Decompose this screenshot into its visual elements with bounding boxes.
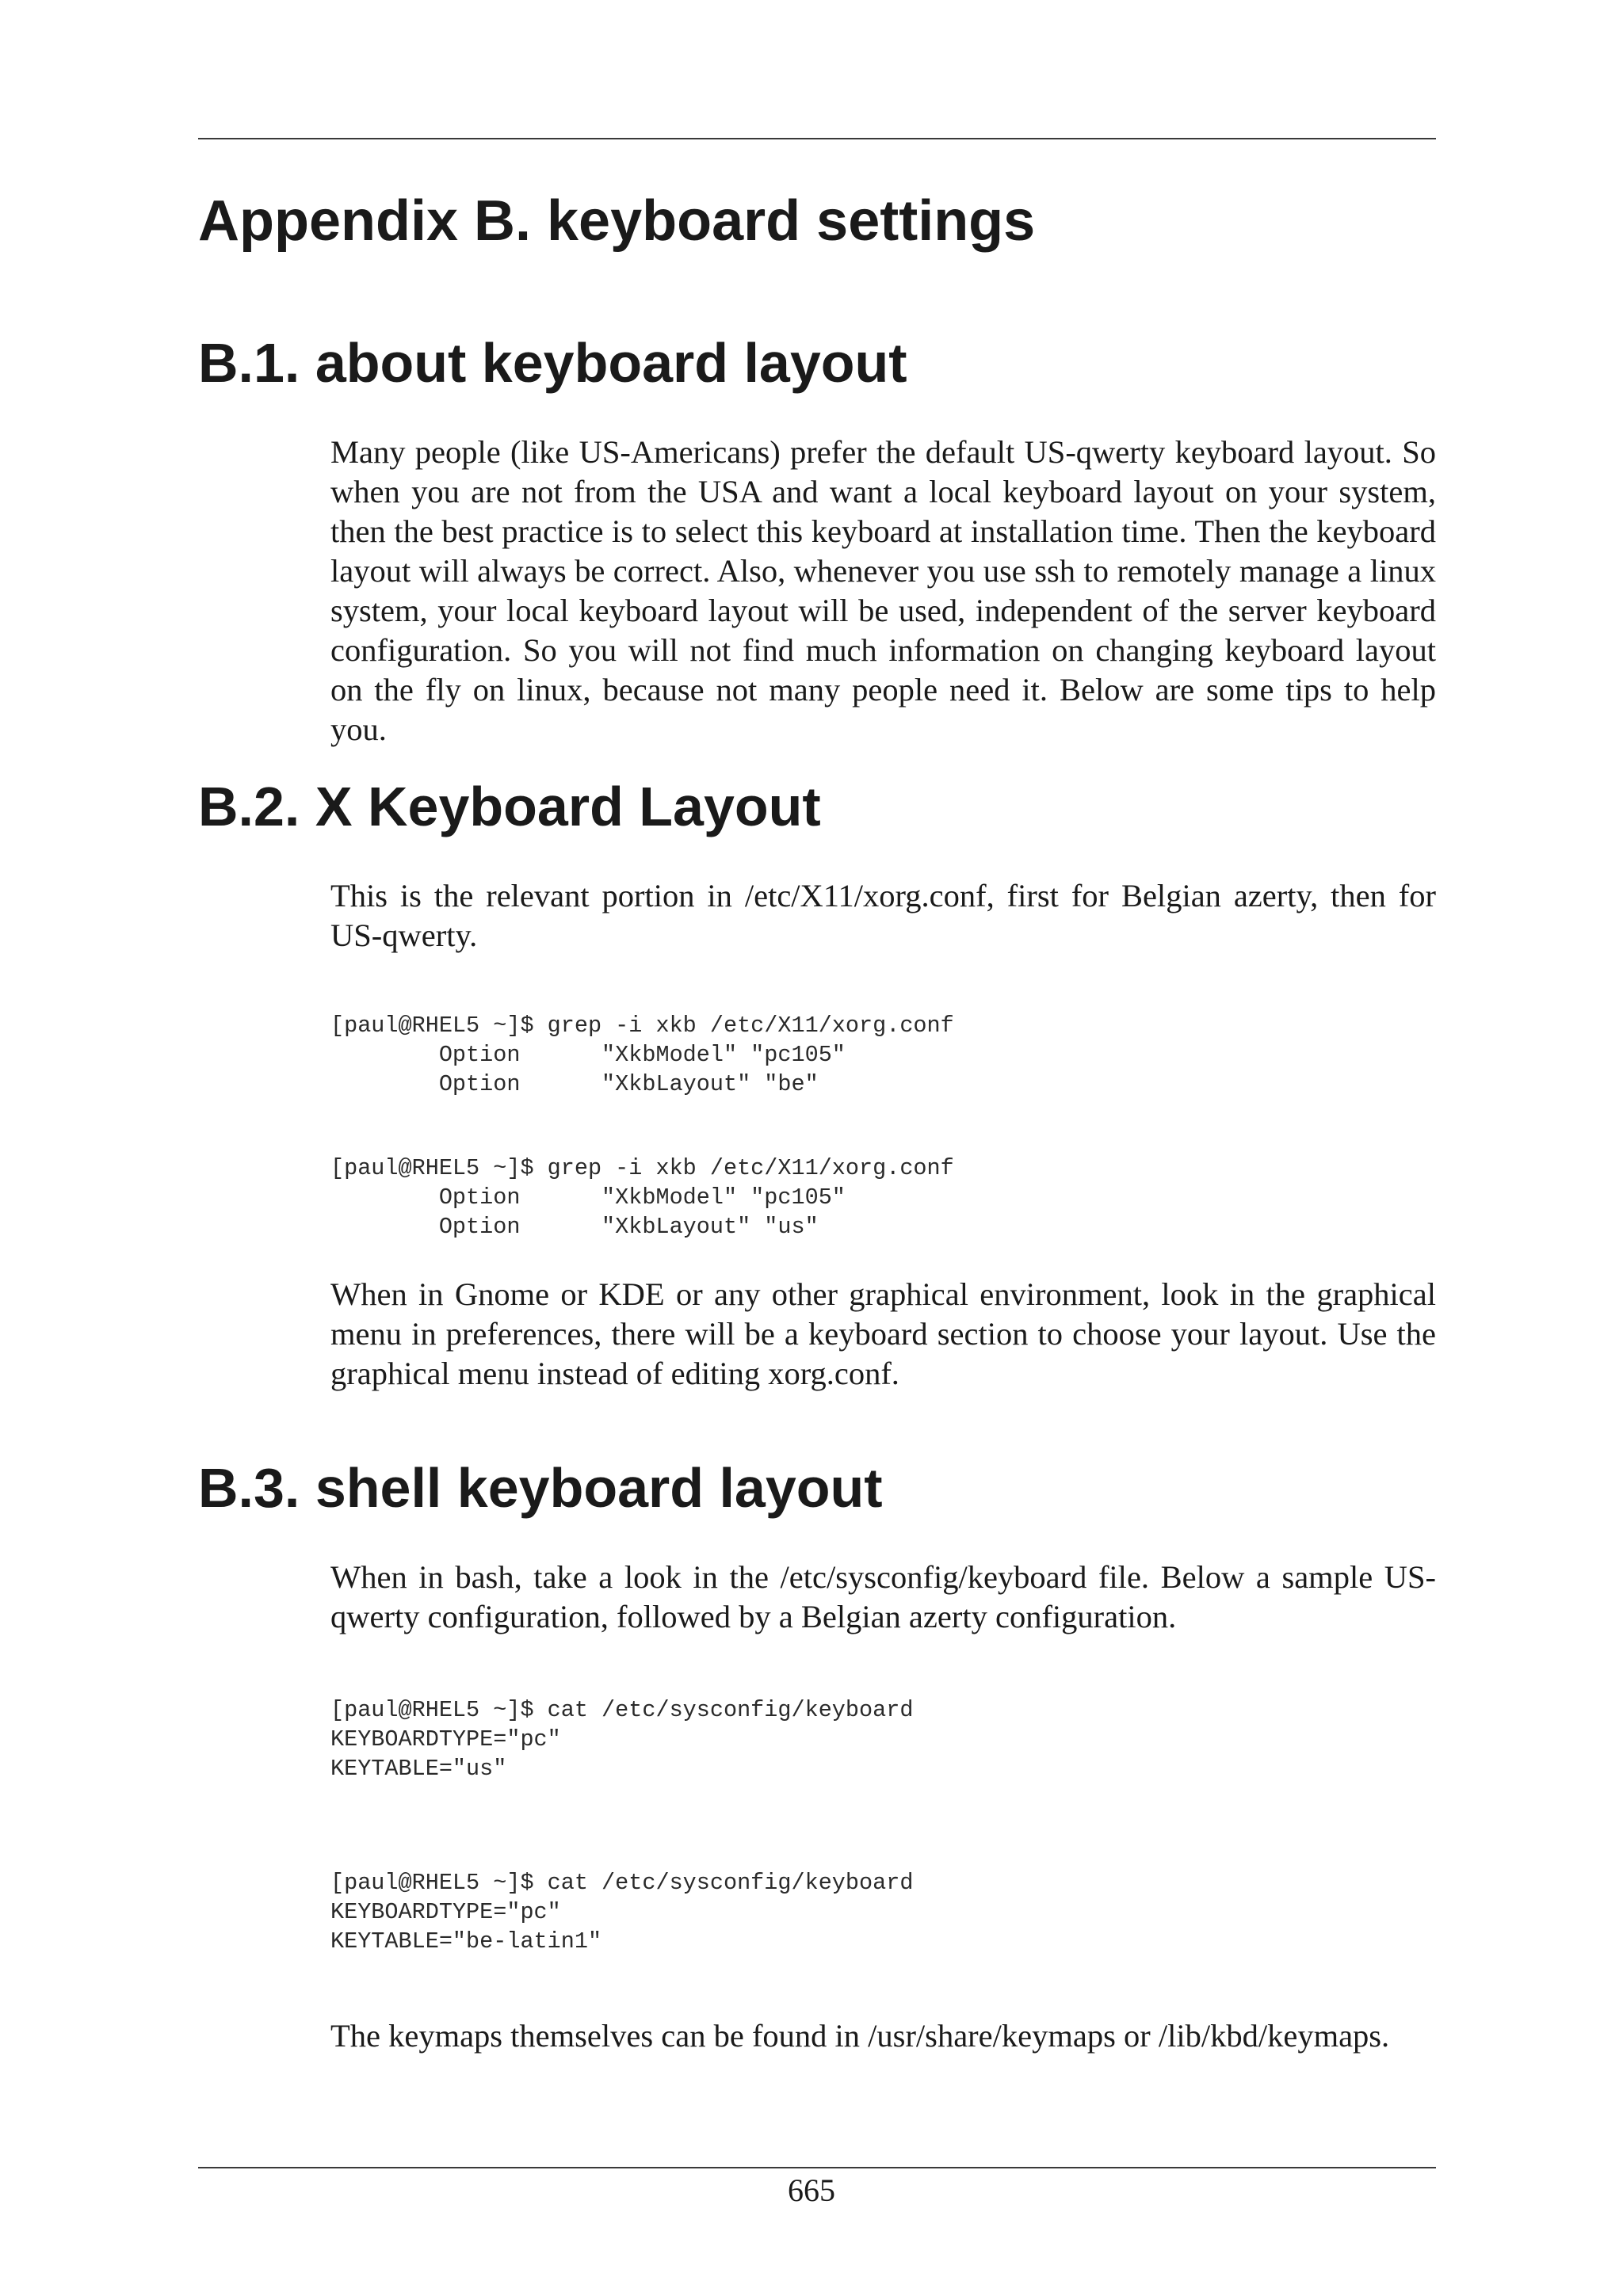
code-block-sysconfig-us: [paul@RHEL5 ~]$ cat /etc/sysconfig/keyboard KEYBOARDTYPE="pc" KEYTABLE="us"	[330, 1697, 914, 1782]
code-block-sysconfig-be: [paul@RHEL5 ~]$ cat /etc/sysconfig/keyboard KEYBOARDTYPE="pc" KEYTABLE="be-latin1"	[330, 1870, 914, 1955]
footer-rule	[198, 2167, 1436, 2168]
section-b3-keymaps-paragraph: The keymaps themselves can be found in /usr/share/keymaps or /lib/kbd/keymaps.	[330, 2018, 1390, 2054]
section-b3-intro-paragraph: When in bash, take a look in the /etc/sysconfig/keyboard file. Below a sample US-qwerty configuration, followed by a Belgian azerty configuration.	[330, 1559, 1436, 1634]
chapter-title: Appendix B. keyboard settings	[198, 189, 1036, 253]
section-b2-intro-paragraph: This is the relevant portion in /etc/X11/xorg.conf, first for Belgian azerty, then for US-qwerty.	[330, 878, 1436, 953]
page-number: 665	[788, 2172, 835, 2208]
header-rule	[198, 138, 1436, 139]
section-title-b2: B.2. X Keyboard Layout	[198, 776, 821, 837]
section-b1-paragraph: Many people (like US-Americans) prefer the default US-qwerty keyboard layout. So when you are not from the USA and want a local keyboard layout on your system, then the best practice is to select this keyboard at installation time. Then the keyboard layout will always be correct. Also, whenever you use ssh to remotely manage a linux system, your local keyboard layout will be used, independent of the server keyboard configuration. So you will not find much information on changing keyboard layout on the fly on linux, because not many people need it. Below are some tips to help you.	[330, 434, 1436, 747]
code-block-xorg-be: [paul@RHEL5 ~]$ grep -i xkb /etc/X11/xorg.conf Option "XkbModel" "pc105" Option "XkbLayout" "be"	[330, 1013, 954, 1097]
section-title-b1: B.1. about keyboard layout	[198, 332, 907, 394]
section-title-b3: B.3. shell keyboard layout	[198, 1457, 883, 1519]
code-block-xorg-us: [paul@RHEL5 ~]$ grep -i xkb /etc/X11/xorg.conf Option "XkbModel" "pc105" Option "XkbLayout" "us"	[330, 1155, 954, 1240]
section-b2-gui-paragraph: When in Gnome or KDE or any other graphical environment, look in the graphical menu in preferences, there will be a keyboard section to choose your layout. Use the graphical menu instead of editing xorg.conf.	[330, 1276, 1436, 1391]
